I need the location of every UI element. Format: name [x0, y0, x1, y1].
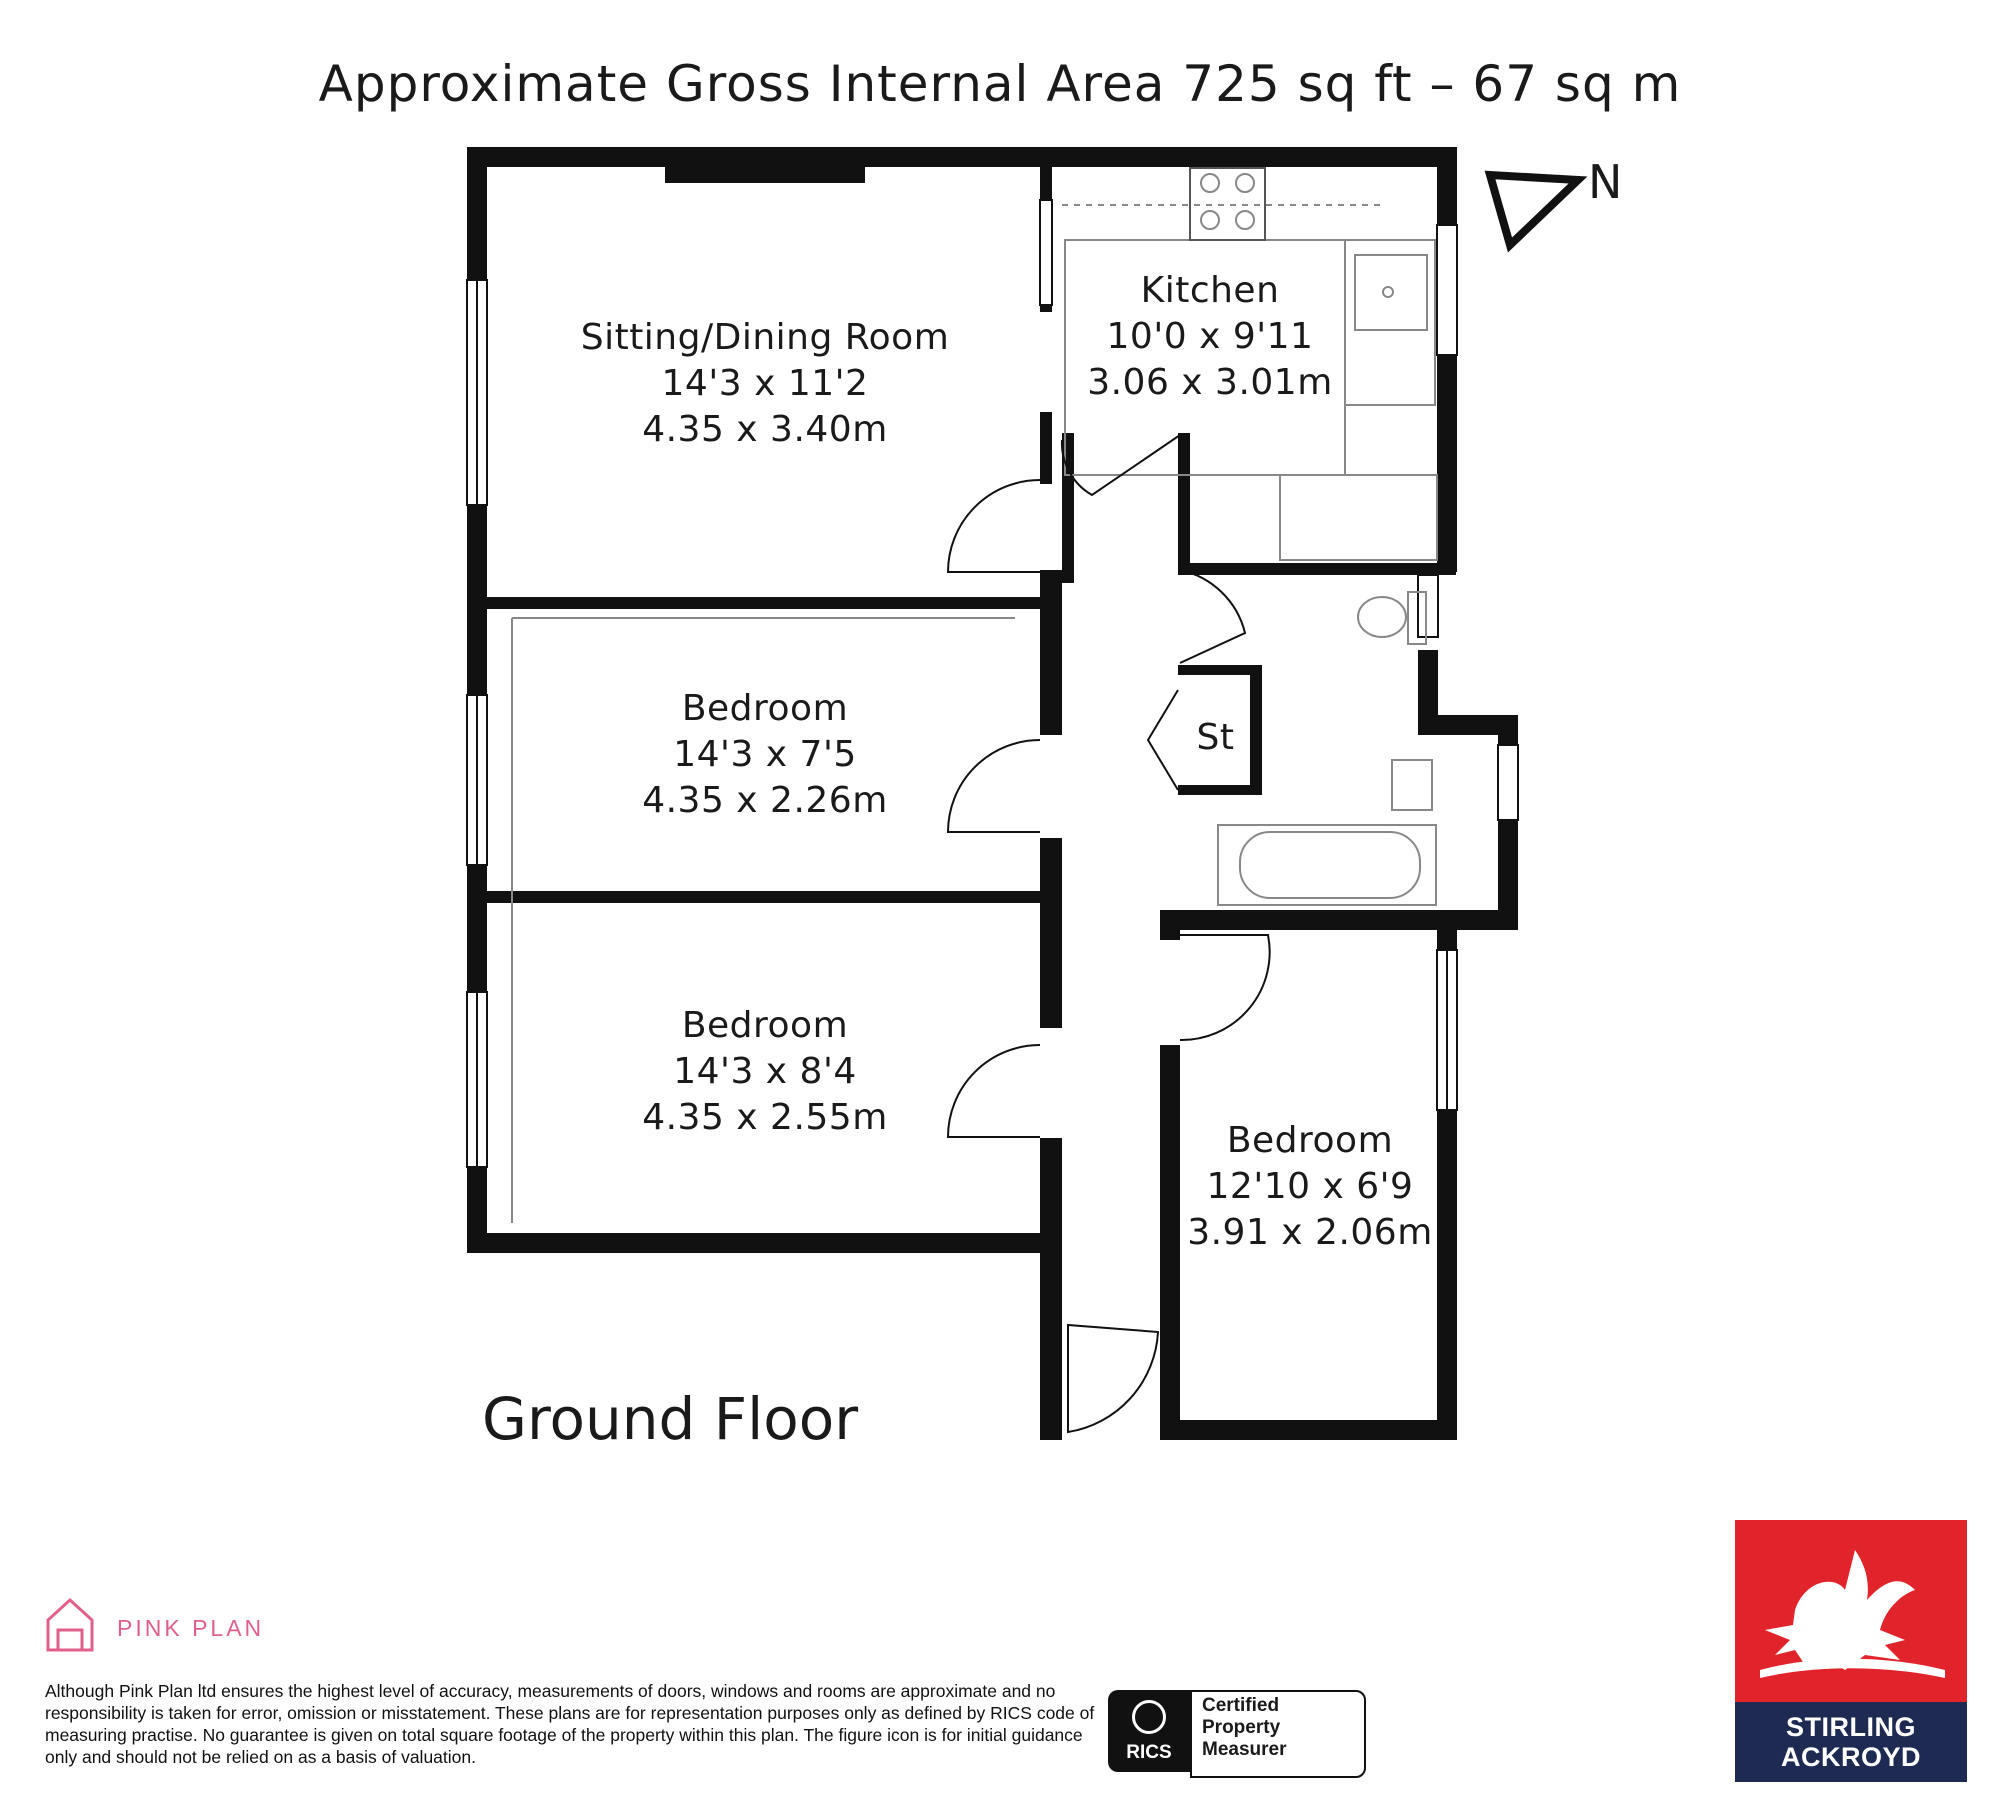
north-label: N: [1588, 155, 1623, 209]
room-label-sitting: [555, 315, 975, 453]
stirling-ackroyd-logo: [1735, 1520, 1967, 1782]
rics-line-3: Measurer: [1202, 1739, 1287, 1760]
room-imperial: 10'0 x 9'11: [1106, 316, 1314, 357]
room-label-kitchen: [1060, 268, 1360, 406]
pink-plan-name: PINK PLAN: [117, 1615, 265, 1641]
area-title: Approximate Gross Internal Area 725 sq ft – 67 sq m: [318, 55, 1682, 113]
room-imperial: 14'3 x 8'4: [673, 1051, 857, 1092]
disclaimer: Although Pink Plan ltd ensures the highest level of accuracy, measurements of doors, windows and rooms are approximate and no responsibility is taken for error, omission or misstatement. These plans are for representation purposes only as defined by RICS code of measuring practise. No guarantee is given on total square footage of the property within this plan. The figure icon is for initial guidance only and should not be relied on as a basis of valuation.: [45, 1681, 1095, 1767]
rics-certified-text: [1190, 1690, 1366, 1778]
room-imperial: 14'3 x 7'5: [673, 734, 857, 775]
doors: [948, 435, 1270, 1432]
room-metric: 4.35 x 2.55m: [642, 1097, 888, 1138]
room-metric: 3.06 x 3.01m: [1087, 362, 1333, 403]
room-metric: 4.35 x 3.40m: [642, 409, 888, 450]
storage-label: St: [1196, 717, 1235, 758]
room-label-bedroom-2: [555, 1003, 975, 1141]
room-imperial: 14'3 x 11'2: [661, 363, 869, 404]
pink-plan-logo: [48, 1600, 92, 1650]
room-name: Kitchen: [1140, 270, 1280, 311]
room-metric: 3.91 x 2.06m: [1187, 1212, 1433, 1253]
room-name: Bedroom: [681, 688, 849, 729]
rics-badge-text: RICS: [1126, 1742, 1172, 1763]
agent-name: [1735, 1702, 1967, 1782]
rics-crest-icon: [1132, 1700, 1166, 1734]
room-metric: 4.35 x 2.26m: [642, 780, 888, 821]
rics-certified-badge: [1108, 1690, 1348, 1772]
north-arrow: [1490, 175, 1578, 245]
agent-line-2: ACKROYD: [1780, 1742, 1921, 1772]
room-name: Bedroom: [681, 1005, 849, 1046]
rics-logo: [1108, 1690, 1190, 1772]
rics-line-1: Certified: [1202, 1695, 1280, 1716]
griffin-icon-panel: [1735, 1520, 1967, 1702]
griffin-icon: [1735, 1520, 1967, 1702]
rics-line-2: Property: [1202, 1717, 1281, 1738]
agent-line-1: STIRLING: [1786, 1712, 1916, 1742]
room-imperial: 12'10 x 6'9: [1206, 1166, 1414, 1207]
floor-name: Ground Floor: [482, 1385, 859, 1453]
room-label-bedroom-3: [1180, 1118, 1440, 1256]
room-name: Bedroom: [1226, 1120, 1394, 1161]
room-label-bedroom-1: [555, 686, 975, 824]
room-name: Sitting/Dining Room: [580, 317, 950, 358]
